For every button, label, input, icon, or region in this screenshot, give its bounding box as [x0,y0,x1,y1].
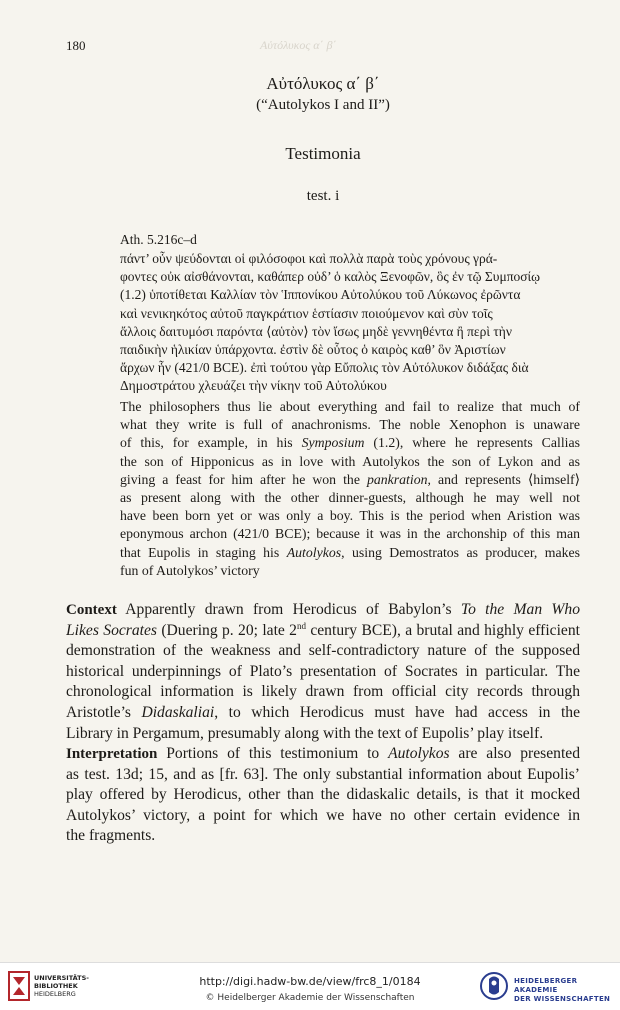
interpretation-paragraph: Interpretation Portions of this testimonium to Autolykos are also presented as test. 13d; 15, and as [fr. 63]. The only substantial information about Eupolis’ play offered by Herodicus, other than the didaskalic details, is that it mocked Autolykos’ victory, a point for which we have no other certain evidence in the fragments. [66,745,580,845]
greek-line: πάντ’ οὖν ψεύδονται οἱ φιλόσοφοι καὶ πολλὰ παρὰ τοὺς χρόνους γρά- [120,251,498,266]
greek-text [120,250,580,396]
greek-line: παιδικὴν ἡλικίαν ὑπάρχοντα. ἐστὶν δὲ οὗτος ὁ καιρὸς καθ’ ὃν Ἀριστίων [120,342,506,358]
translation-line: have been born yet or was only a boy. This is the period when Aristion was [120,508,580,524]
academy-label: HEIDELBERGER AKADEMIE DER WISSENSCHAFTEN [514,977,611,1003]
permalink-url[interactable]: http://digi.hadw-bw.de/view/frc8_1/0184 [199,975,421,988]
term: pankration [366,471,428,487]
greek-line: Δημοστράτου χλευάζει τὴν νίκην τοῦ Αὐτολύκου [120,378,387,394]
translation-line: eponymous archon (421/0 BCE); because it was in the archonship of this man [120,526,580,542]
context-paragraph: Context Apparently drawn from Herodicus of Babylon’s To the Man Who Likes Socrates (Duering p. 20; late 2nd century BCE), a brutal and highly efficient demonstration of the weakness and self-contradictory nature of the supposed historical underpinnings of Plato’s presentation of Socrates in particular. The chronological information is likely drawn from official city records through Aristotle’s Didaskaliai, to which Herodicus must have had access in the Library in Pergamum, presumably along with the text of Eupolis’ play itself. [66,601,580,742]
greek-line: ἄλλοις δαιτυμόσι παρόντα ⟨αὑτὸν⟩ τὸν ἴσως μηδὲ γεννηθέντα ἢ περὶ τὴν [120,323,512,339]
translation-line: giving a feast for him after he won the pankration, and represents ⟨himself⟩ [120,471,580,487]
work-title: Autolykos [286,544,342,560]
interpretation-heading: Interpretation [66,746,158,762]
greek-line: (1.2) ὑποτίθεται Καλλίαν τὸν Ἱππονίκου Αὐτολύκου τοῦ Λύκωνος ἐρῶντα [120,287,521,303]
play-title-greek: Αὐτόλυκος α΄ β΄ [266,74,380,93]
university-library-label: UNIVERSITÄTS- BIBLIOTHEK HEIDELBERG [34,974,89,998]
translation-line: fun of Autolykos’ victory [120,562,260,578]
testimonium-label: test. i [306,188,340,204]
translation-line: as present along with the other dinner-guests, although he may well not [120,490,580,506]
page-number: 180 [66,38,86,53]
greek-line: φοντες οὐκ αἰσθάνονται, καθάπερ οὐδ’ ὁ καλὸς Ξενοφῶν, ὃς ἐν τῷ Συμποσίῳ [120,269,541,285]
play-title-english: (“Autolykos I and II”) [256,97,390,113]
translation-line: The philosophers thus lie about everything and fail to realize that much of [120,399,580,414]
translation-line: the son of Hipponicus as in love with Autolykos the son of Lykon and as [120,453,580,469]
section-title: Testimonia [285,144,361,163]
academy-logo-icon[interactable] [480,970,508,1002]
translation-line: that Eupolis in staging his Autolykos, using Demostratos as producer, makes [120,544,580,560]
bleed-through-running-head: Aὐτόλυκος α΄ β΄ [260,38,337,52]
context-heading: Context [66,602,117,618]
source-citation: Ath. 5.216c–d [120,232,197,247]
translation-line: what they write is full of anachronisms. The noble Xenophon is unaware [120,417,580,433]
english-translation [120,398,580,580]
translation-line: of this, for example, in his Symposium (1.2), where he represents Callias [120,435,580,451]
work-title: Symposium [301,435,365,451]
greek-line: καὶ νενικηκότος αὐτοῦ παγκράτιον ἑστίασιν ποιούμενον καὶ σὺν τοῖς [120,305,493,321]
viewer-footer [0,962,620,1010]
copyright-notice: © Heidelberger Akademie der Wissenschaften [205,993,415,1003]
greek-line: ἄρχων ἦν (421/0 BCE). ἐπὶ τούτου γὰρ Εὔπολις τὸν Αὐτόλυκον διδάξας διὰ [120,360,529,376]
